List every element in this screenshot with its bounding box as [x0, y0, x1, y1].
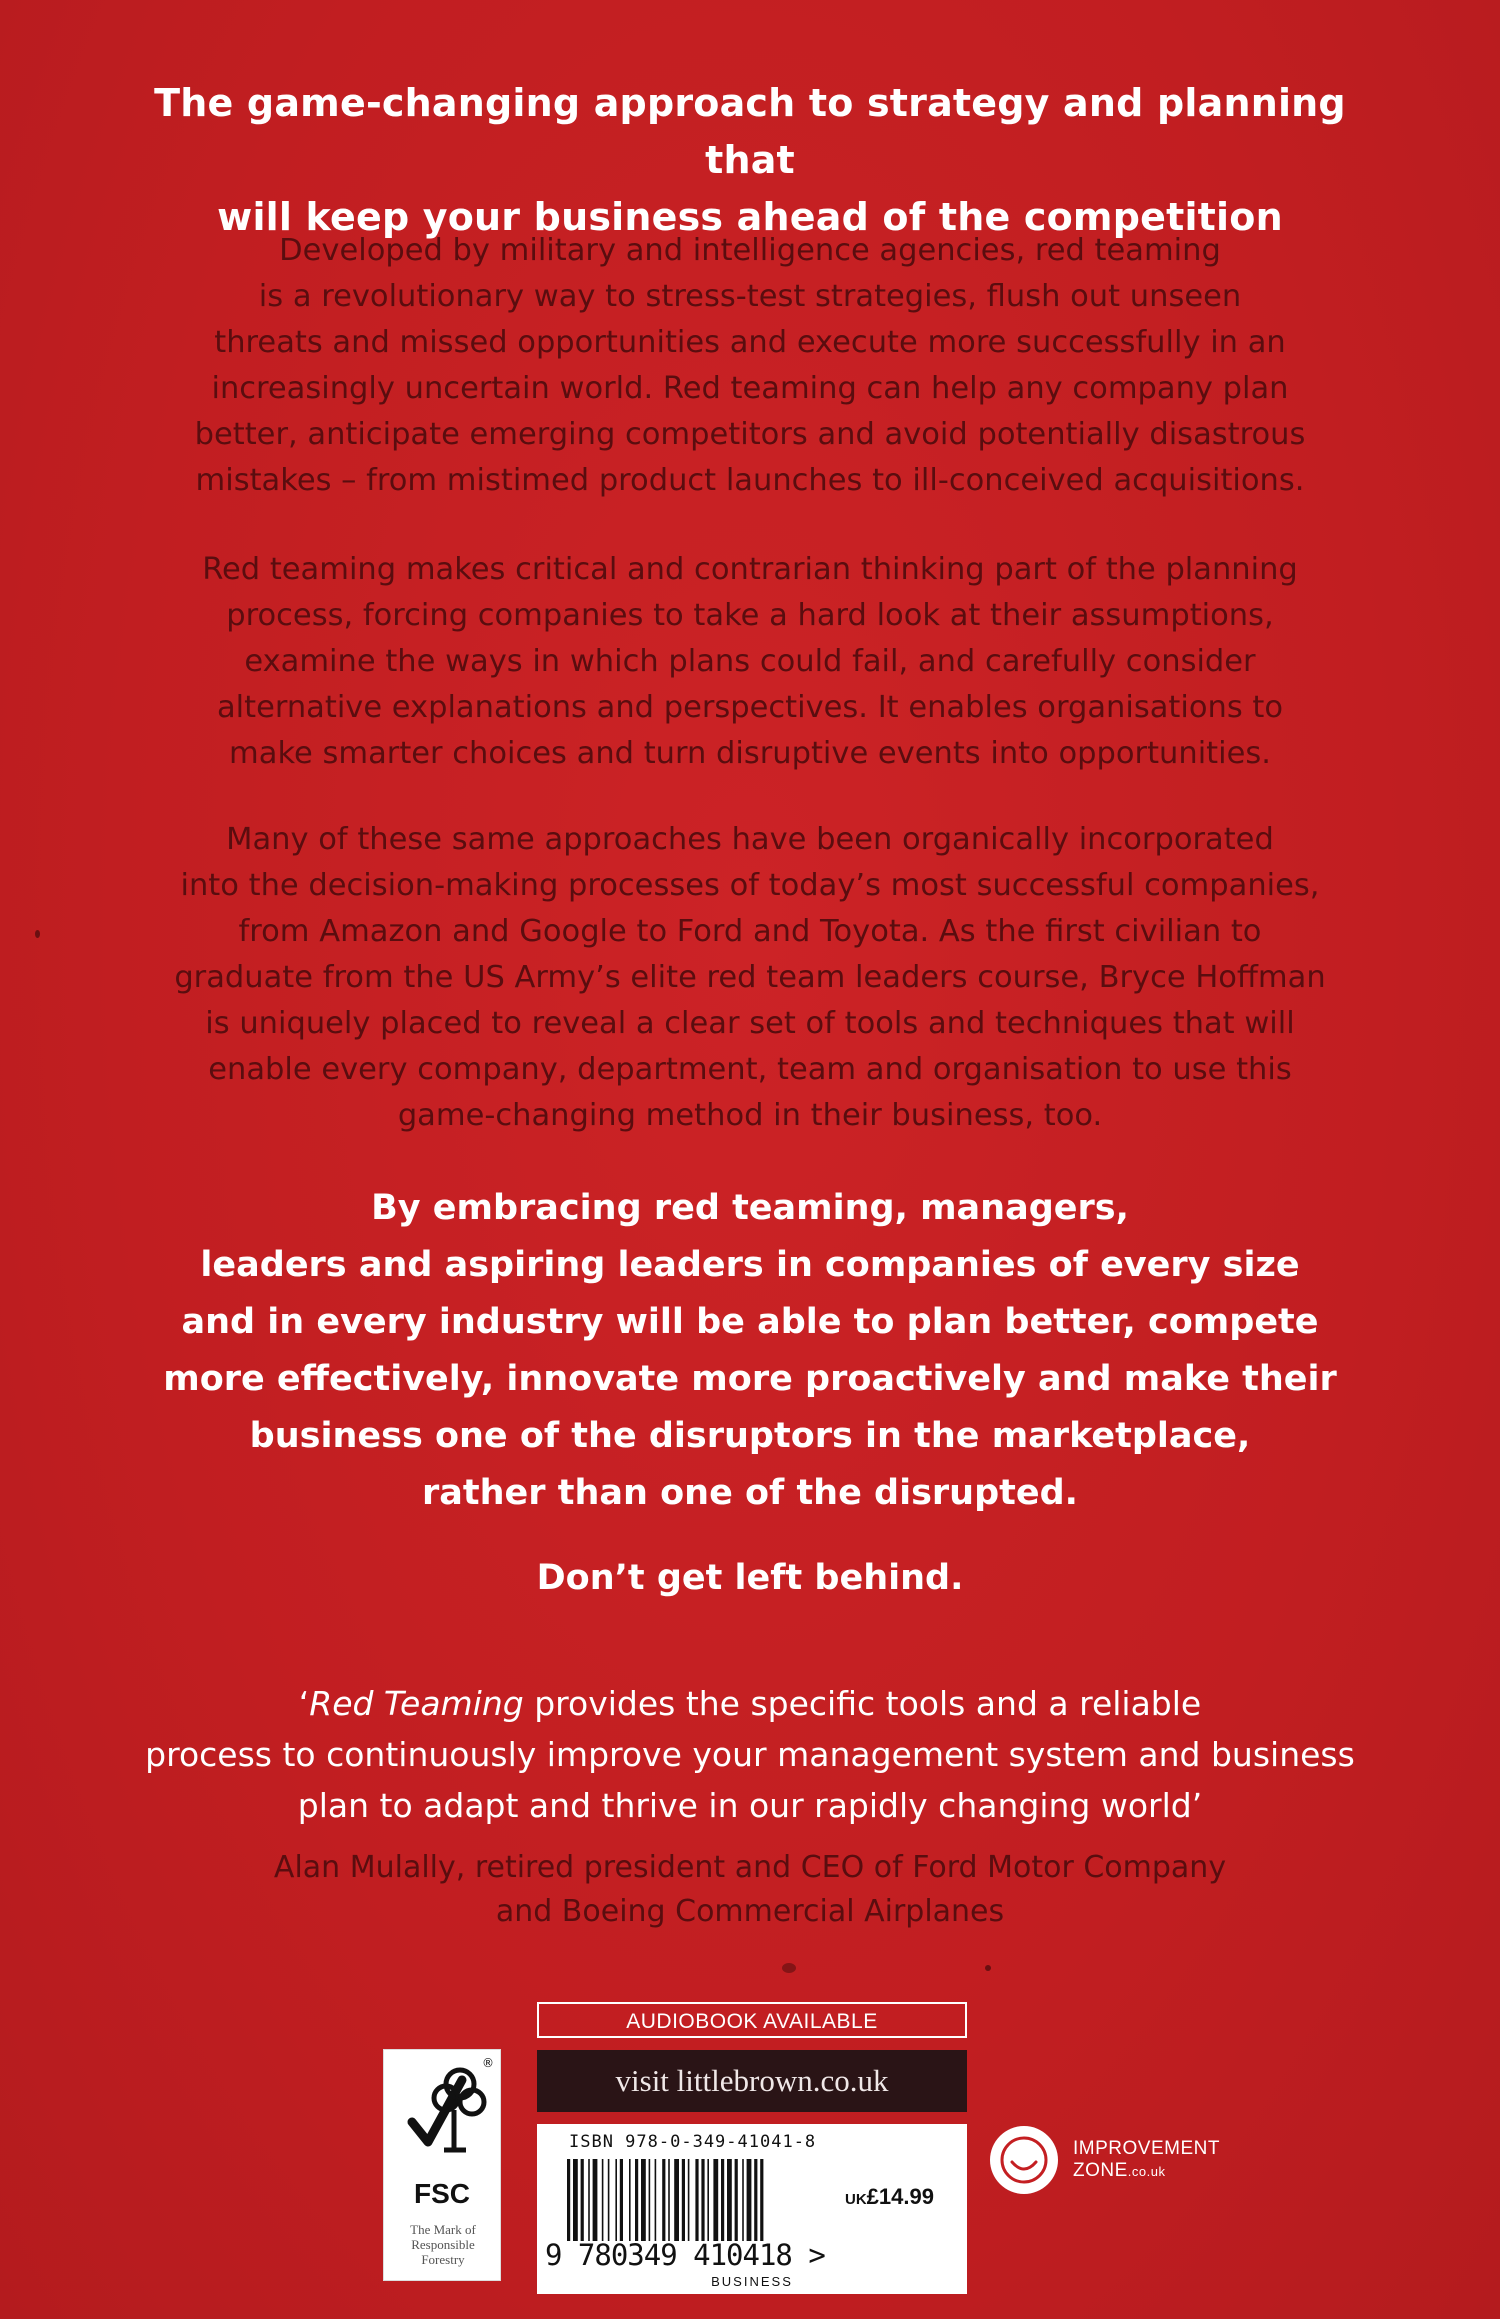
text-line: increasingly uncertain world. Red teaming can help any company plan — [211, 371, 1289, 406]
barcode-stripe — [701, 2159, 704, 2241]
barcode-stripe — [593, 2159, 598, 2241]
quote-text: provides the specific tools and a reliable — [523, 1684, 1202, 1723]
text-line: leaders and aspiring leaders in companies of every size — [200, 1245, 1300, 1285]
barcode-stripe — [588, 2159, 590, 2241]
barcode-stripe — [707, 2159, 709, 2241]
barcode-stripe — [754, 2159, 757, 2241]
highlight-paragraph — [130, 1180, 1370, 1522]
iz-domain: .co.uk — [1127, 2164, 1166, 2179]
text-line: business one of the disruptors in the marketplace, — [249, 1416, 1251, 1456]
text-line: game-changing method in their business, too. — [397, 1098, 1103, 1133]
price-region: UK — [845, 2191, 867, 2208]
text-line: alternative explanations and perspectives. It enables organisations to — [216, 690, 1284, 725]
barcode-stripe — [620, 2159, 623, 2241]
headline-line: will keep your business ahead of the competition — [217, 195, 1283, 239]
barcode-stripe — [742, 2159, 744, 2241]
barcode-stripe — [721, 2159, 724, 2241]
ink-speck — [985, 1965, 991, 1971]
barcode-stripe — [581, 2159, 584, 2241]
barcode-stripe — [735, 2159, 738, 2241]
barcode-stripe — [695, 2159, 698, 2241]
barcode-number: 9 780349 410418 > — [545, 2238, 825, 2272]
text-line: By embracing red teaming, managers, — [371, 1188, 1129, 1228]
improvement-zone-text — [1073, 2138, 1220, 2183]
smile-circle-icon — [990, 2126, 1058, 2194]
tree-check-icon — [384, 2050, 502, 2180]
text-line: Many of these same approaches have been organically incorporated — [226, 822, 1274, 857]
quote-line — [120, 1678, 1380, 1729]
attribution-line: Alan Mulally, retired president and CEO of Ford Motor Company — [273, 1850, 1227, 1885]
book-category: BUSINESS — [711, 2274, 793, 2289]
price — [845, 2184, 934, 2210]
text-line: and in every industry will be able to plan better, compete — [181, 1302, 1319, 1342]
text-line: mistakes – from mistimed product launches to ill-conceived acquisitions. — [195, 463, 1305, 498]
barcode-stripe — [727, 2159, 732, 2241]
text-line: better, anticipate emerging competitors and avoid potentially disastrous — [194, 417, 1306, 452]
registered-mark: ® — [482, 2056, 494, 2070]
barcode-stripe — [668, 2159, 670, 2241]
body-paragraph-3 — [160, 817, 1340, 1139]
barcode-stripe — [629, 2159, 631, 2241]
barcode-stripe — [641, 2159, 646, 2241]
barcode-stripe — [674, 2159, 679, 2241]
barcode-stripe — [615, 2159, 617, 2241]
text-line: threats and missed opportunities and execute more successfully in an — [214, 325, 1286, 360]
barcode-stripe — [682, 2159, 685, 2241]
barcode-stripe — [662, 2159, 665, 2241]
endorsement-quote — [120, 1678, 1380, 1831]
quote-line: plan to adapt and thrive in our rapidly changing world’ — [297, 1786, 1203, 1825]
text-line: Red teaming makes critical and contrarian thinking part of the planning — [202, 552, 1298, 587]
quote-attribution — [150, 1846, 1350, 1934]
text-line: make smarter choices and turn disruptive events into opportunities. — [229, 736, 1271, 771]
isbn-number: ISBN 978-0-349-41041-8 — [569, 2132, 817, 2152]
ink-speck — [782, 1963, 796, 1973]
price-value: £14.99 — [866, 2184, 934, 2209]
barcode-stripe — [655, 2159, 657, 2241]
improvement-zone-logo — [985, 2122, 1245, 2202]
text-line: into the decision-making processes of today’s most successful companies, — [180, 868, 1320, 903]
text-line: enable every company, department, team and organisation to use this — [208, 1052, 1292, 1087]
iz-line1: IMPROVEMENT — [1073, 2138, 1220, 2159]
publisher-website-banner: visit littlebrown.co.uk — [537, 2050, 967, 2112]
text-line: Developed by military and intelligence agencies, red teaming — [279, 233, 1221, 268]
barcode-stripe — [635, 2159, 638, 2241]
barcode-stripe — [567, 2159, 570, 2241]
headline — [150, 75, 1350, 246]
audiobook-banner: AUDIOBOOK AVAILABLE — [537, 2002, 967, 2038]
barcode-panel — [537, 2124, 967, 2294]
iz-zone: ZONE — [1073, 2160, 1128, 2181]
text-line: is uniquely placed to reveal a clear set of tools and techniques that will — [205, 1006, 1295, 1041]
barcode-stripe — [602, 2159, 604, 2241]
quote-book-title: Red Teaming — [309, 1684, 524, 1723]
body-paragraph-1 — [160, 228, 1340, 504]
barcode-stripe — [747, 2159, 752, 2241]
text-line: more effectively, innovate more proactively and make their — [163, 1359, 1337, 1399]
ink-speck — [35, 930, 40, 938]
text-line: is a revolutionary way to stress-test strategies, flush out unseen — [258, 279, 1242, 314]
barcode-stripe — [688, 2159, 690, 2241]
text-line: graduate from the US Army’s elite red team leaders course, Bryce Hoffman — [174, 960, 1326, 995]
improvement-zone-icon — [990, 2126, 1058, 2194]
attribution-line: and Boeing Commercial Airplanes — [495, 1894, 1005, 1929]
barcode-stripe — [713, 2159, 718, 2241]
barcode-stripe — [760, 2159, 763, 2241]
barcode-icon — [567, 2159, 837, 2241]
body-paragraph-2 — [160, 547, 1340, 777]
fsc-label: FSC — [414, 2178, 470, 2209]
iz-line2 — [1073, 2160, 1220, 2183]
text-line: examine the ways in which plans could fail, and carefully consider — [244, 644, 1256, 679]
quote-open-mark: ‘ — [298, 1684, 310, 1723]
text-line: process, forcing companies to take a hard look at their assumptions, — [226, 598, 1274, 633]
headline-line: The game-changing approach to strategy and planning that — [154, 81, 1346, 182]
barcode-stripe — [573, 2159, 578, 2241]
fsc-logo — [383, 2049, 501, 2281]
quote-line: process to continuously improve your management system and business — [145, 1735, 1355, 1774]
barcode-stripe — [649, 2159, 651, 2241]
text-line: rather than one of the disrupted. — [422, 1473, 1078, 1513]
call-to-action: Don’t get left behind. — [536, 1558, 964, 1598]
fsc-tagline: The Mark of Responsible Forestry — [410, 2222, 476, 2267]
barcode-stripe — [608, 2159, 610, 2241]
text-line: from Amazon and Google to Ford and Toyota. As the first civilian to — [238, 914, 1262, 949]
